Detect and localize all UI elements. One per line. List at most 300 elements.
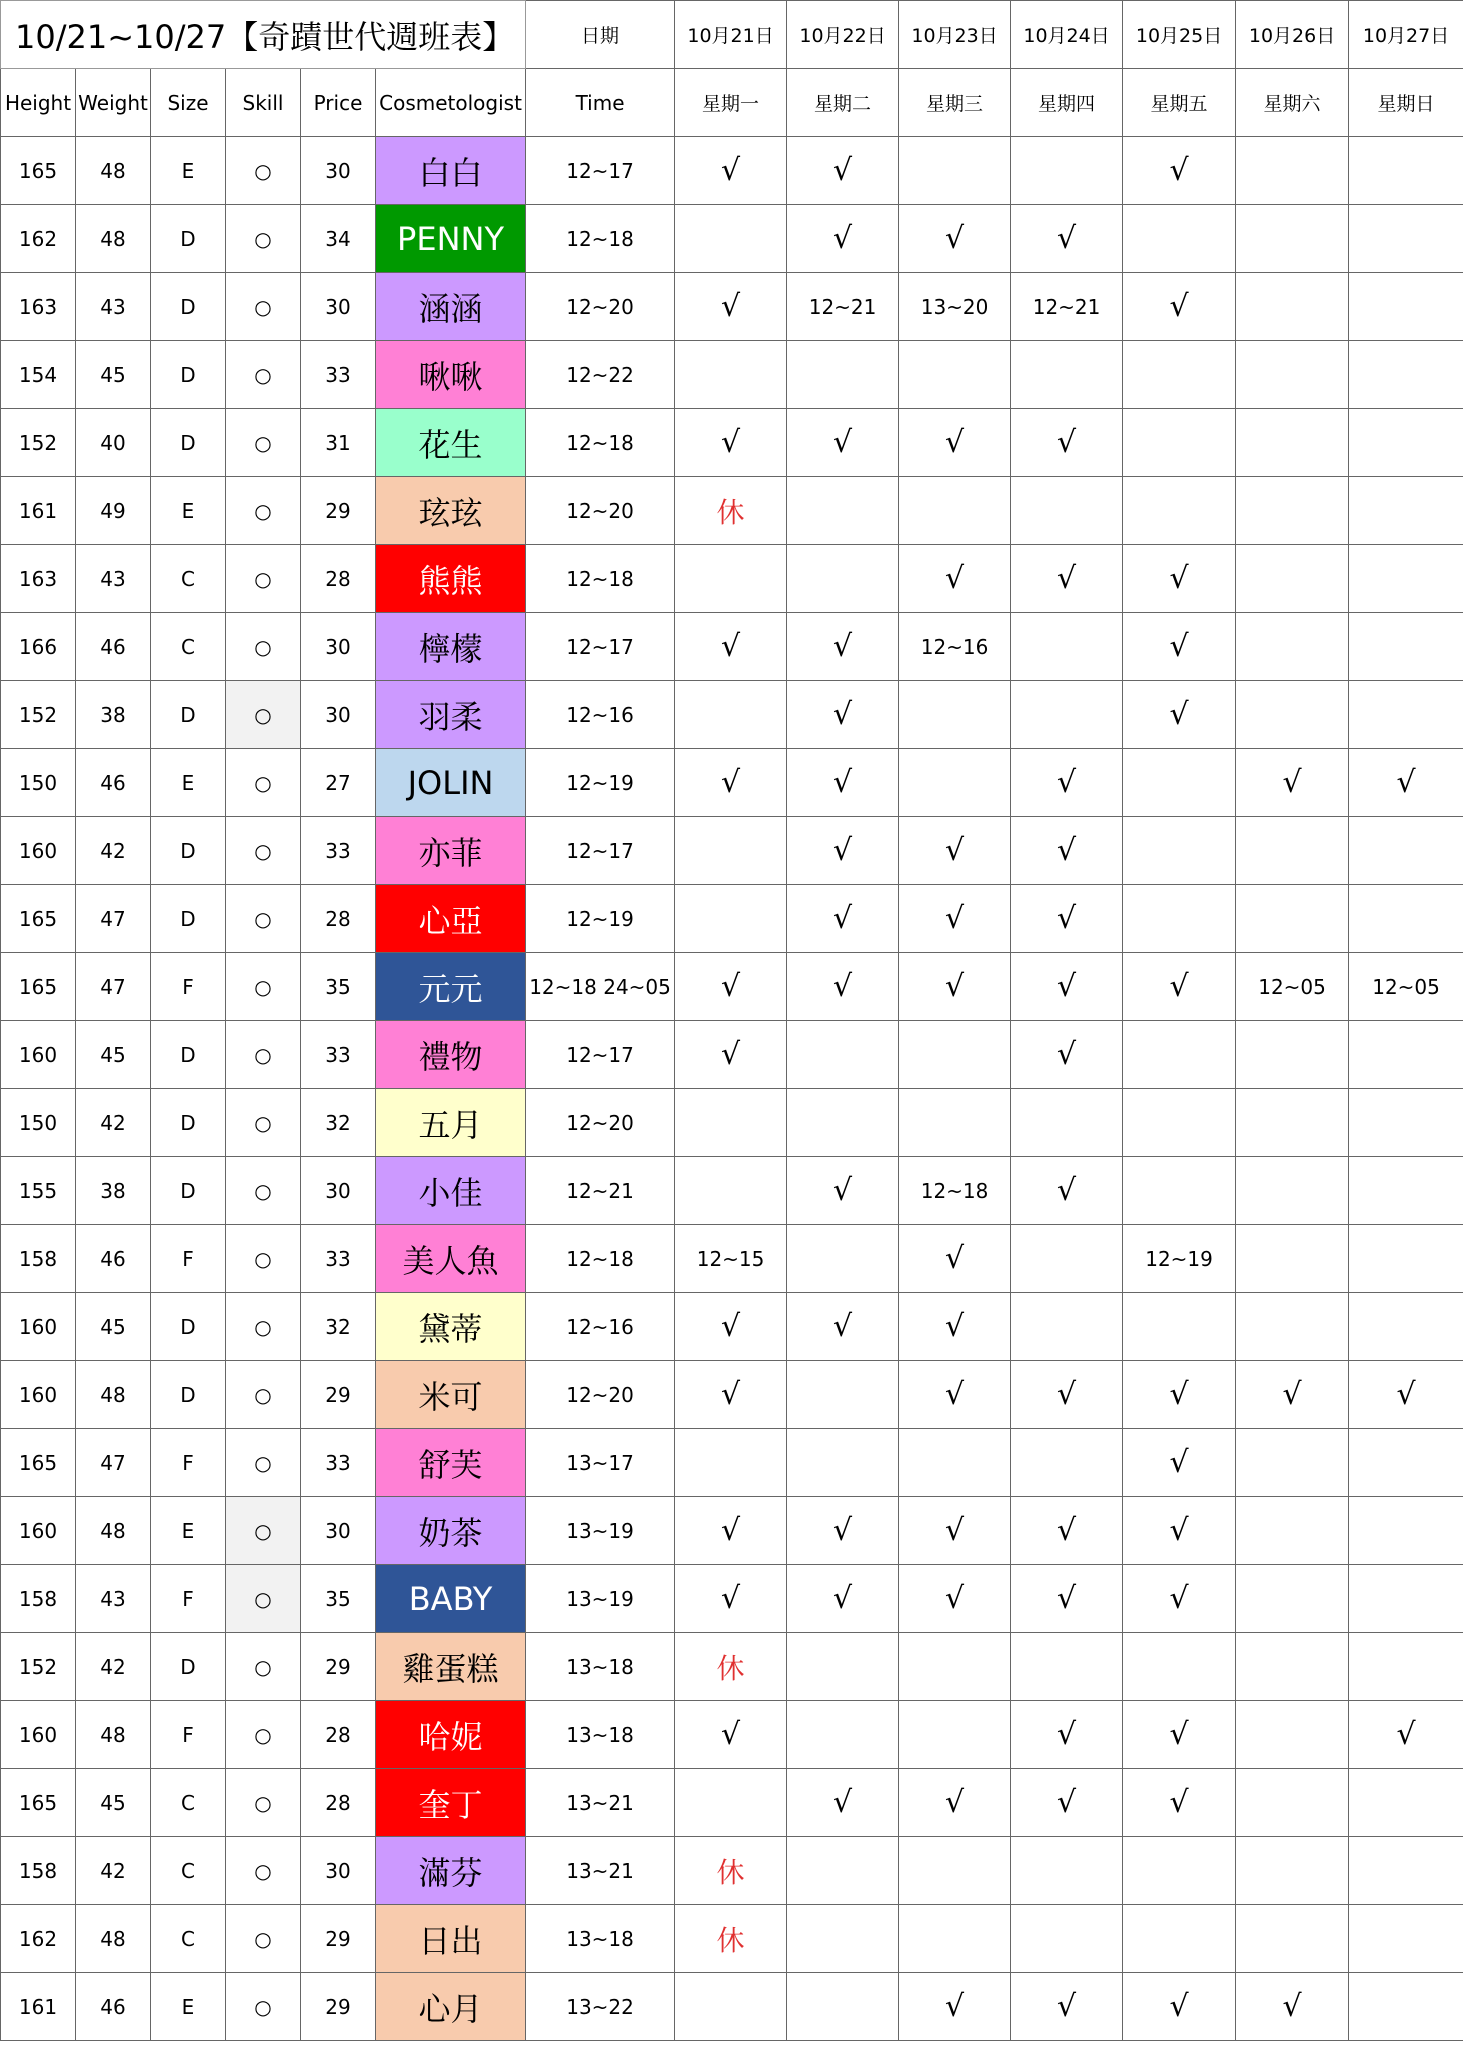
time-cell: 12~22 <box>526 341 675 409</box>
size-cell: D <box>151 1361 226 1429</box>
skill-cell: ○ <box>226 1565 301 1633</box>
day-cell: √ <box>899 545 1011 613</box>
height-cell: 155 <box>1 1157 76 1225</box>
day-cell <box>1011 1905 1123 1973</box>
day-cell: √ <box>1123 1701 1236 1769</box>
time-cell: 12~20 <box>526 1361 675 1429</box>
size-cell: E <box>151 137 226 205</box>
day-cell: √ <box>899 1225 1011 1293</box>
skill-cell: ○ <box>226 1497 301 1565</box>
day-cell <box>787 1021 899 1089</box>
day-cell: 12~21 <box>1011 273 1123 341</box>
day-cell <box>1349 1089 1463 1157</box>
date-header: 10月21日 <box>675 1 787 69</box>
time-cell: 13~18 <box>526 1905 675 1973</box>
cosmetologist-name: 心月 <box>376 1973 526 2041</box>
day-cell <box>1011 1837 1123 1905</box>
time-cell: 13~22 <box>526 1973 675 2041</box>
weight-cell: 40 <box>76 409 151 477</box>
day-cell <box>1123 341 1236 409</box>
skill-cell: ○ <box>226 545 301 613</box>
day-cell <box>1349 137 1463 205</box>
day-cell <box>1236 1225 1349 1293</box>
day-cell <box>675 545 787 613</box>
cosmetologist-name: 奶茶 <box>376 1497 526 1565</box>
skill-cell: ○ <box>226 1361 301 1429</box>
day-cell <box>1123 409 1236 477</box>
cosmetologist-name: 心亞 <box>376 885 526 953</box>
size-cell: F <box>151 1701 226 1769</box>
table-row <box>1 1905 1463 1973</box>
day-cell: √ <box>787 613 899 681</box>
day-cell <box>787 1089 899 1157</box>
day-cell <box>1236 273 1349 341</box>
height-cell: 158 <box>1 1565 76 1633</box>
day-cell: √ <box>787 1565 899 1633</box>
weight-cell: 43 <box>76 545 151 613</box>
size-cell: D <box>151 817 226 885</box>
day-cell: √ <box>1349 1361 1463 1429</box>
time-cell: 12~20 <box>526 477 675 545</box>
day-cell: √ <box>1011 885 1123 953</box>
size-cell: D <box>151 885 226 953</box>
time-cell: 12~20 <box>526 273 675 341</box>
price-cell: 31 <box>301 409 376 477</box>
day-cell <box>1011 1225 1123 1293</box>
day-cell: 12~18 <box>899 1157 1011 1225</box>
day-cell <box>1236 817 1349 885</box>
weekday-header: 星期一 <box>675 69 787 137</box>
size-cell: D <box>151 681 226 749</box>
time-cell: 12~16 <box>526 681 675 749</box>
table-row <box>1 1565 1463 1633</box>
cosmetologist-name: BABY <box>376 1565 526 1633</box>
day-cell: √ <box>675 273 787 341</box>
day-cell <box>675 1769 787 1837</box>
day-cell <box>1349 1157 1463 1225</box>
day-cell <box>1236 1769 1349 1837</box>
size-cell: F <box>151 1429 226 1497</box>
day-cell <box>1123 885 1236 953</box>
height-cell: 158 <box>1 1837 76 1905</box>
day-cell: √ <box>1123 1361 1236 1429</box>
weight-cell: 45 <box>76 1021 151 1089</box>
day-cell: √ <box>1123 1973 1236 2041</box>
title-row <box>1 1 1463 69</box>
day-cell <box>899 1089 1011 1157</box>
day-cell: √ <box>675 1497 787 1565</box>
day-cell: √ <box>787 1769 899 1837</box>
weekday-header: 星期六 <box>1236 69 1349 137</box>
skill-cell: ○ <box>226 1157 301 1225</box>
day-cell <box>1123 749 1236 817</box>
size-cell: D <box>151 273 226 341</box>
time-cell: 12~18 24~05 <box>526 953 675 1021</box>
day-cell <box>1349 341 1463 409</box>
day-cell: √ <box>675 1565 787 1633</box>
day-cell <box>1123 1021 1236 1089</box>
weekday-header: 星期四 <box>1011 69 1123 137</box>
day-cell: √ <box>1123 681 1236 749</box>
cosmetologist-name: JOLIN <box>376 749 526 817</box>
weight-cell: 46 <box>76 749 151 817</box>
skill-cell: ○ <box>226 1633 301 1701</box>
day-cell <box>1349 1769 1463 1837</box>
day-cell <box>1236 137 1349 205</box>
time-cell: 13~19 <box>526 1565 675 1633</box>
day-cell: √ <box>675 749 787 817</box>
day-cell <box>675 1157 787 1225</box>
day-cell <box>787 1973 899 2041</box>
height-cell: 165 <box>1 1769 76 1837</box>
size-cell: C <box>151 545 226 613</box>
skill-cell: ○ <box>226 1293 301 1361</box>
day-cell: √ <box>675 613 787 681</box>
table-row <box>1 1701 1463 1769</box>
table-row <box>1 1769 1463 1837</box>
skill-cell: ○ <box>226 1021 301 1089</box>
day-cell: √ <box>1011 749 1123 817</box>
day-cell <box>899 1905 1011 1973</box>
weight-cell: 43 <box>76 273 151 341</box>
day-cell <box>675 1089 787 1157</box>
table-row <box>1 885 1463 953</box>
day-cell <box>787 1361 899 1429</box>
day-cell <box>1349 1293 1463 1361</box>
cosmetologist-name: 哈妮 <box>376 1701 526 1769</box>
day-cell <box>1236 1157 1349 1225</box>
day-cell <box>1349 681 1463 749</box>
day-cell: √ <box>1011 1361 1123 1429</box>
time-cell: 12~21 <box>526 1157 675 1225</box>
cosmetologist-name: 舒芙 <box>376 1429 526 1497</box>
day-cell: √ <box>675 409 787 477</box>
day-cell: √ <box>1123 1769 1236 1837</box>
day-cell: √ <box>787 1157 899 1225</box>
height-cell: 160 <box>1 1293 76 1361</box>
day-cell: √ <box>1011 817 1123 885</box>
day-cell <box>1236 341 1349 409</box>
page-title: 10/21~10/27【奇蹟世代週班表】 <box>1 1 526 69</box>
price-cell: 30 <box>301 1837 376 1905</box>
day-cell: √ <box>1123 137 1236 205</box>
height-cell: 165 <box>1 137 76 205</box>
price-cell: 33 <box>301 1225 376 1293</box>
skill-cell: ○ <box>226 1905 301 1973</box>
day-cell: √ <box>1011 1497 1123 1565</box>
day-cell: √ <box>675 1701 787 1769</box>
day-cell: 12~16 <box>899 613 1011 681</box>
height-cell: 163 <box>1 545 76 613</box>
day-cell <box>787 1837 899 1905</box>
time-cell: 12~17 <box>526 613 675 681</box>
table-row <box>1 273 1463 341</box>
day-cell <box>675 205 787 273</box>
day-cell: 休 <box>675 1905 787 1973</box>
skill-cell: ○ <box>226 137 301 205</box>
day-cell <box>675 1973 787 2041</box>
price-cell: 29 <box>301 477 376 545</box>
size-cell: E <box>151 477 226 545</box>
weight-cell: 47 <box>76 953 151 1021</box>
weight-cell: 48 <box>76 205 151 273</box>
height-cell: 160 <box>1 1701 76 1769</box>
time-cell: 12~19 <box>526 749 675 817</box>
skill-cell: ○ <box>226 681 301 749</box>
price-cell: 35 <box>301 1565 376 1633</box>
time-cell: 12~17 <box>526 137 675 205</box>
date-header-label: 日期 <box>526 1 675 69</box>
day-cell: √ <box>675 953 787 1021</box>
size-cell: D <box>151 205 226 273</box>
time-cell: 12~17 <box>526 1021 675 1089</box>
table-row <box>1 205 1463 273</box>
column-header-row <box>1 69 1463 137</box>
skill-cell: ○ <box>226 1701 301 1769</box>
skill-cell: ○ <box>226 409 301 477</box>
weight-cell: 43 <box>76 1565 151 1633</box>
size-cell: C <box>151 1837 226 1905</box>
height-cell: 160 <box>1 1021 76 1089</box>
day-cell <box>1236 477 1349 545</box>
height-cell: 160 <box>1 1497 76 1565</box>
column-header-time: Time <box>526 69 675 137</box>
day-cell <box>1123 205 1236 273</box>
size-cell: E <box>151 749 226 817</box>
cosmetologist-name: 禮物 <box>376 1021 526 1089</box>
day-cell <box>899 137 1011 205</box>
table-row <box>1 1157 1463 1225</box>
weight-cell: 48 <box>76 1497 151 1565</box>
table-row <box>1 477 1463 545</box>
day-cell <box>1236 613 1349 681</box>
day-cell: √ <box>899 1293 1011 1361</box>
time-cell: 12~18 <box>526 1225 675 1293</box>
skill-cell: ○ <box>226 1837 301 1905</box>
height-cell: 160 <box>1 817 76 885</box>
price-cell: 28 <box>301 545 376 613</box>
day-cell: √ <box>787 817 899 885</box>
cosmetologist-name: 檸檬 <box>376 613 526 681</box>
table-row <box>1 681 1463 749</box>
time-cell: 12~18 <box>526 205 675 273</box>
height-cell: 165 <box>1 953 76 1021</box>
day-cell: √ <box>899 1497 1011 1565</box>
day-cell <box>1236 1633 1349 1701</box>
day-cell <box>1349 1905 1463 1973</box>
height-cell: 154 <box>1 341 76 409</box>
column-header-weight: Weight <box>76 69 151 137</box>
day-cell <box>787 1429 899 1497</box>
weekday-header: 星期日 <box>1349 69 1463 137</box>
table-row <box>1 1021 1463 1089</box>
date-header: 10月27日 <box>1349 1 1463 69</box>
day-cell: 休 <box>675 1837 787 1905</box>
day-cell <box>899 477 1011 545</box>
day-cell: √ <box>1011 1021 1123 1089</box>
day-cell <box>787 1225 899 1293</box>
day-cell: 12~15 <box>675 1225 787 1293</box>
day-cell: √ <box>675 1293 787 1361</box>
day-cell <box>1349 1225 1463 1293</box>
height-cell: 161 <box>1 477 76 545</box>
size-cell: D <box>151 1293 226 1361</box>
weight-cell: 48 <box>76 1361 151 1429</box>
day-cell: √ <box>675 1021 787 1089</box>
day-cell: √ <box>787 137 899 205</box>
day-cell <box>1349 885 1463 953</box>
price-cell: 35 <box>301 953 376 1021</box>
day-cell: √ <box>675 1361 787 1429</box>
weight-cell: 45 <box>76 341 151 409</box>
cosmetologist-name: 玹玹 <box>376 477 526 545</box>
weight-cell: 47 <box>76 885 151 953</box>
day-cell <box>675 681 787 749</box>
height-cell: 165 <box>1 885 76 953</box>
day-cell: √ <box>1011 1157 1123 1225</box>
day-cell <box>1236 1429 1349 1497</box>
cosmetologist-name: 亦菲 <box>376 817 526 885</box>
day-cell <box>1236 1701 1349 1769</box>
height-cell: 163 <box>1 273 76 341</box>
size-cell: F <box>151 1565 226 1633</box>
day-cell <box>1123 1157 1236 1225</box>
day-cell: √ <box>899 1565 1011 1633</box>
size-cell: D <box>151 1157 226 1225</box>
day-cell <box>1123 817 1236 885</box>
day-cell <box>1349 205 1463 273</box>
day-cell <box>787 545 899 613</box>
date-header: 10月22日 <box>787 1 899 69</box>
column-header-height: Height <box>1 69 76 137</box>
weight-cell: 47 <box>76 1429 151 1497</box>
time-cell: 13~19 <box>526 1497 675 1565</box>
day-cell <box>1236 1565 1349 1633</box>
day-cell <box>899 1429 1011 1497</box>
size-cell: E <box>151 1973 226 2041</box>
skill-cell: ○ <box>226 477 301 545</box>
day-cell <box>1011 477 1123 545</box>
day-cell <box>1236 1089 1349 1157</box>
day-cell <box>1011 137 1123 205</box>
price-cell: 33 <box>301 1021 376 1089</box>
price-cell: 34 <box>301 205 376 273</box>
day-cell: √ <box>675 137 787 205</box>
skill-cell: ○ <box>226 953 301 1021</box>
weight-cell: 38 <box>76 681 151 749</box>
skill-cell: ○ <box>226 273 301 341</box>
day-cell: √ <box>1011 409 1123 477</box>
table-row <box>1 409 1463 477</box>
price-cell: 29 <box>301 1361 376 1429</box>
day-cell <box>899 749 1011 817</box>
height-cell: 165 <box>1 1429 76 1497</box>
day-cell: √ <box>1236 749 1349 817</box>
weight-cell: 45 <box>76 1769 151 1837</box>
weight-cell: 48 <box>76 137 151 205</box>
table-row <box>1 1361 1463 1429</box>
day-cell <box>1236 681 1349 749</box>
day-cell: √ <box>899 953 1011 1021</box>
weight-cell: 38 <box>76 1157 151 1225</box>
skill-cell: ○ <box>226 613 301 681</box>
day-cell: √ <box>1011 953 1123 1021</box>
day-cell <box>899 681 1011 749</box>
height-cell: 158 <box>1 1225 76 1293</box>
day-cell <box>1236 545 1349 613</box>
day-cell: √ <box>899 409 1011 477</box>
day-cell <box>1123 477 1236 545</box>
price-cell: 28 <box>301 885 376 953</box>
skill-cell: ○ <box>226 1973 301 2041</box>
time-cell: 13~17 <box>526 1429 675 1497</box>
day-cell <box>1349 545 1463 613</box>
table-row <box>1 1429 1463 1497</box>
day-cell <box>1236 885 1349 953</box>
day-cell: √ <box>1123 273 1236 341</box>
table-row <box>1 1293 1463 1361</box>
table-row <box>1 1089 1463 1157</box>
day-cell <box>675 885 787 953</box>
day-cell <box>1349 1021 1463 1089</box>
table-row <box>1 341 1463 409</box>
weight-cell: 45 <box>76 1293 151 1361</box>
date-header: 10月24日 <box>1011 1 1123 69</box>
price-cell: 29 <box>301 1633 376 1701</box>
size-cell: D <box>151 409 226 477</box>
day-cell: 12~21 <box>787 273 899 341</box>
height-cell: 150 <box>1 749 76 817</box>
price-cell: 30 <box>301 1157 376 1225</box>
day-cell: √ <box>1236 1973 1349 2041</box>
weight-cell: 48 <box>76 1701 151 1769</box>
day-cell <box>1011 681 1123 749</box>
day-cell: 12~05 <box>1349 953 1463 1021</box>
table-row <box>1 953 1463 1021</box>
cosmetologist-name: 雞蛋糕 <box>376 1633 526 1701</box>
skill-cell: ○ <box>226 749 301 817</box>
price-cell: 33 <box>301 1429 376 1497</box>
day-cell <box>787 1633 899 1701</box>
height-cell: 161 <box>1 1973 76 2041</box>
day-cell: √ <box>787 953 899 1021</box>
day-cell <box>1349 1633 1463 1701</box>
cosmetologist-name: 涵涵 <box>376 273 526 341</box>
time-cell: 12~18 <box>526 545 675 613</box>
height-cell: 162 <box>1 205 76 273</box>
day-cell <box>1123 1633 1236 1701</box>
weekday-header: 星期二 <box>787 69 899 137</box>
cosmetologist-name: PENNY <box>376 205 526 273</box>
cosmetologist-name: 羽柔 <box>376 681 526 749</box>
day-cell <box>1236 409 1349 477</box>
cosmetologist-name: 小佳 <box>376 1157 526 1225</box>
day-cell: √ <box>1011 205 1123 273</box>
cosmetologist-name: 元元 <box>376 953 526 1021</box>
time-cell: 13~21 <box>526 1837 675 1905</box>
weight-cell: 42 <box>76 817 151 885</box>
table-row <box>1 1837 1463 1905</box>
day-cell: √ <box>1123 1497 1236 1565</box>
day-cell <box>1349 1565 1463 1633</box>
day-cell: √ <box>1011 1565 1123 1633</box>
skill-cell: ○ <box>226 1089 301 1157</box>
date-header: 10月23日 <box>899 1 1011 69</box>
size-cell: C <box>151 1905 226 1973</box>
day-cell <box>1011 1633 1123 1701</box>
day-cell <box>787 1701 899 1769</box>
height-cell: 152 <box>1 1633 76 1701</box>
